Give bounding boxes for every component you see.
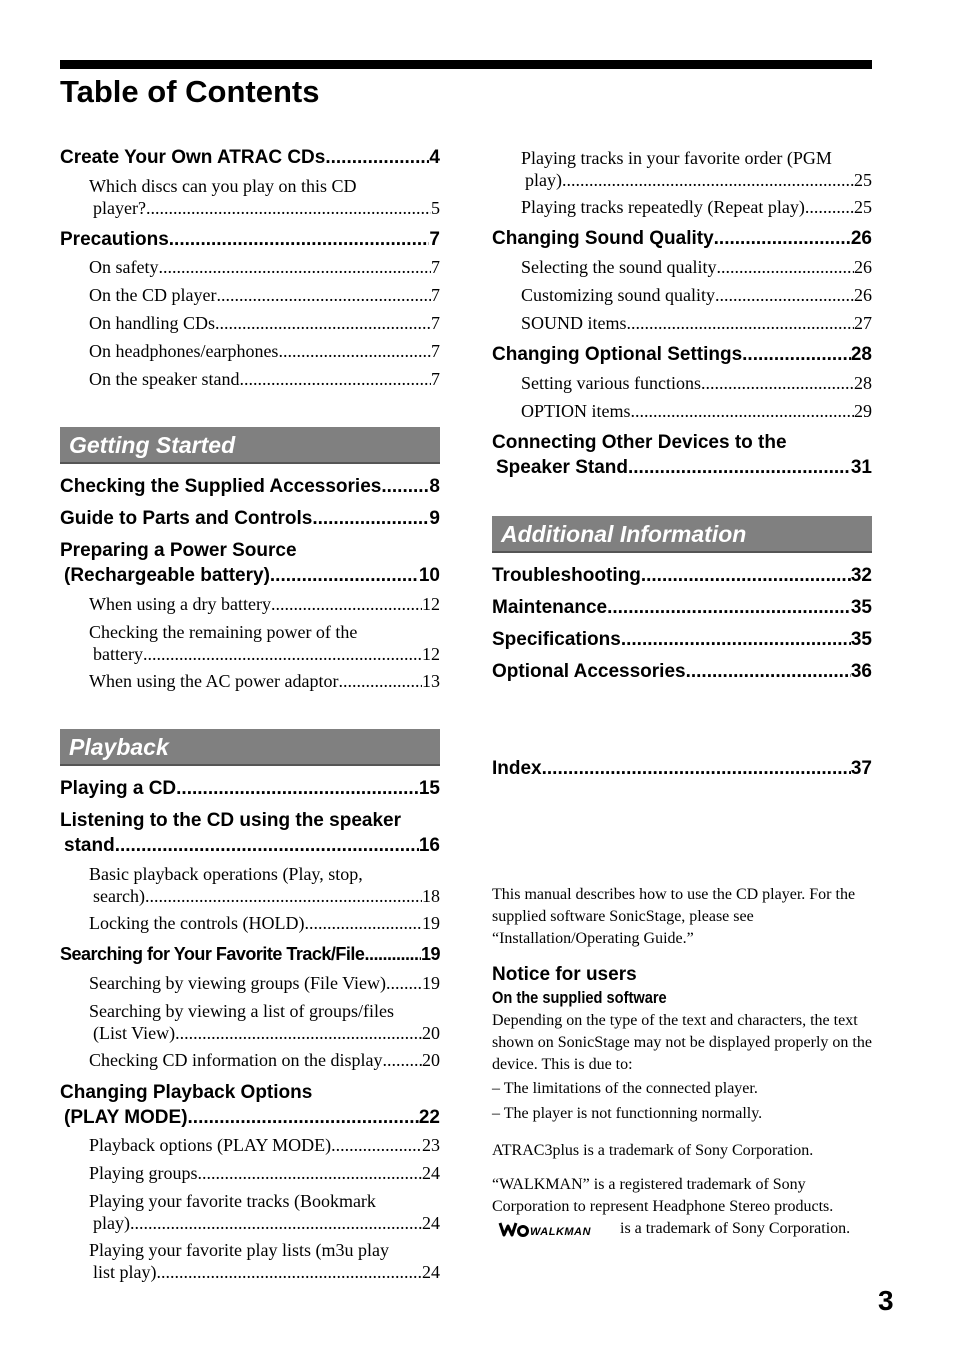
walkman-logo-icon <box>498 1220 614 1238</box>
toc-entry[interactable]: SOUND items ..... 27 <box>521 312 872 334</box>
page-title: Table of Contents <box>60 74 320 109</box>
toc-entry[interactable]: Playing a CD ..... 15 <box>60 776 440 801</box>
toc-entry[interactable]: Searching by viewing groups (File View) ..... 19 <box>89 972 440 994</box>
toc-entry[interactable]: Selecting the sound quality ..... 26 <box>521 256 872 278</box>
toc-entry[interactable]: Preparing a Power Source (Rechargeable battery) ..... 10 <box>60 538 440 588</box>
page-number: 3 <box>878 1285 894 1316</box>
notice-bullet: – The player is not functionning normally. <box>492 1105 763 1122</box>
toc-entry[interactable]: Playing tracks repeatedly (Repeat play) ..... 25 <box>521 196 872 218</box>
toc-entry[interactable]: Customizing sound quality ..... 26 <box>521 284 872 306</box>
walkman-trademark: “WALKMAN” is a registered trademark of Sony Corporation to represent Headphone Stereo products. WALKMAN is a trademark of Sony Corporation. <box>492 1176 851 1239</box>
toc-entry[interactable]: When using the AC power adaptor ..... 13 <box>89 670 440 692</box>
toc-entry[interactable]: Optional Accessories ..... 36 <box>492 659 872 684</box>
svg-text:WALKMAN: WALKMAN <box>530 1226 591 1239</box>
toc-entry[interactable]: Create Your Own ATRAC CDs ..... 4 <box>60 145 440 170</box>
atrac-trademark: ATRAC3plus is a trademark of Sony Corporation. <box>492 1142 814 1159</box>
toc-entry[interactable]: Troubleshooting ..... 32 <box>492 563 872 588</box>
toc-entry[interactable]: Playing groups ..... 24 <box>89 1162 440 1184</box>
toc-entry[interactable]: On safety ..... 7 <box>89 256 440 278</box>
toc-entry[interactable]: Playback options (PLAY MODE) ..... 23 <box>89 1134 440 1156</box>
toc-entry[interactable]: On the CD player ..... 7 <box>89 284 440 306</box>
toc-entry[interactable]: Setting various functions ..... 28 <box>521 372 872 394</box>
toc-entry[interactable]: Searching by viewing a list of groups/files (List View) ..... 20 <box>89 1000 440 1044</box>
toc-entry[interactable]: Playing your favorite tracks (Bookmark play) ..... 24 <box>89 1190 440 1234</box>
toc-entry[interactable]: Playing tracks in your favorite order (PGM play) ..... 25 <box>521 147 872 191</box>
toc-entry[interactable]: Checking the Supplied Accessories ..... 8 <box>60 474 440 499</box>
toc-entry[interactable]: OPTION items ..... 29 <box>521 400 872 422</box>
toc-entry[interactable]: Changing Sound Quality ..... 26 <box>492 226 872 251</box>
toc-entry[interactable]: Playing your favorite play lists (m3u play list play) ..... 24 <box>89 1239 440 1283</box>
toc-entry[interactable]: Guide to Parts and Controls ..... 9 <box>60 506 440 531</box>
notice-heading: Notice for users <box>492 964 637 985</box>
notice-for-users <box>492 963 872 1125</box>
section-heading-getting-started: Getting Started <box>60 427 440 464</box>
toc-entry[interactable]: Precautions ..... 7 <box>60 227 440 252</box>
title-rule <box>60 60 872 69</box>
toc-entry[interactable]: On headphones/earphones ..... 7 <box>89 340 440 362</box>
toc-entry[interactable]: Listening to the CD using the speaker stand ..... 16 <box>60 808 440 858</box>
toc-entry[interactable]: When using a dry battery ..... 12 <box>89 593 440 615</box>
toc-entry[interactable]: On handling CDs ..... 7 <box>89 312 440 334</box>
toc-entry[interactable]: Maintenance ..... 35 <box>492 595 872 620</box>
notice-subheading: On the supplied software <box>492 988 667 1007</box>
toc-entry[interactable]: Specifications ..... 35 <box>492 627 872 652</box>
toc-entry[interactable]: Checking the remaining power of the battery ..... 12 <box>89 621 440 665</box>
toc-entry-index[interactable]: Index ..... 37 <box>492 756 872 781</box>
section-heading-additional-information: Additional Information <box>492 516 872 553</box>
section-heading-playback: Playback <box>60 729 440 766</box>
toc-entry[interactable]: Basic playback operations (Play, stop, search) ..... 18 <box>89 863 440 907</box>
toc-entry[interactable]: Connecting Other Devices to the Speaker Stand ..... 31 <box>492 430 872 480</box>
toc-entry[interactable]: Which discs can you play on this CD player? ..... 5 <box>89 175 440 219</box>
toc-entry[interactable]: Changing Playback Options (PLAY MODE) ..... 22 <box>60 1080 440 1130</box>
toc-entry[interactable]: Checking CD information on the display ..... 20 <box>89 1049 440 1071</box>
toc-entry[interactable]: Searching for Your Favorite Track/File ..... 19 <box>60 942 440 967</box>
toc-entry[interactable]: On the speaker stand ..... 7 <box>89 368 440 390</box>
notice-bullet: – The limitations of the connected player. <box>492 1080 758 1097</box>
toc-entry[interactable]: Locking the controls (HOLD) ..... 19 <box>89 912 440 934</box>
toc-entry[interactable]: Changing Optional Settings ..... 28 <box>492 342 872 367</box>
notice-text: Depending on the type of the text and characters, the text shown on SonicStage may not be displayed properly on the device. This is due to: <box>492 1012 872 1073</box>
manual-intro: This manual describes how to use the CD player. For the supplied software SonicStage, please see “Installation/Operating Guide.” <box>492 886 856 947</box>
